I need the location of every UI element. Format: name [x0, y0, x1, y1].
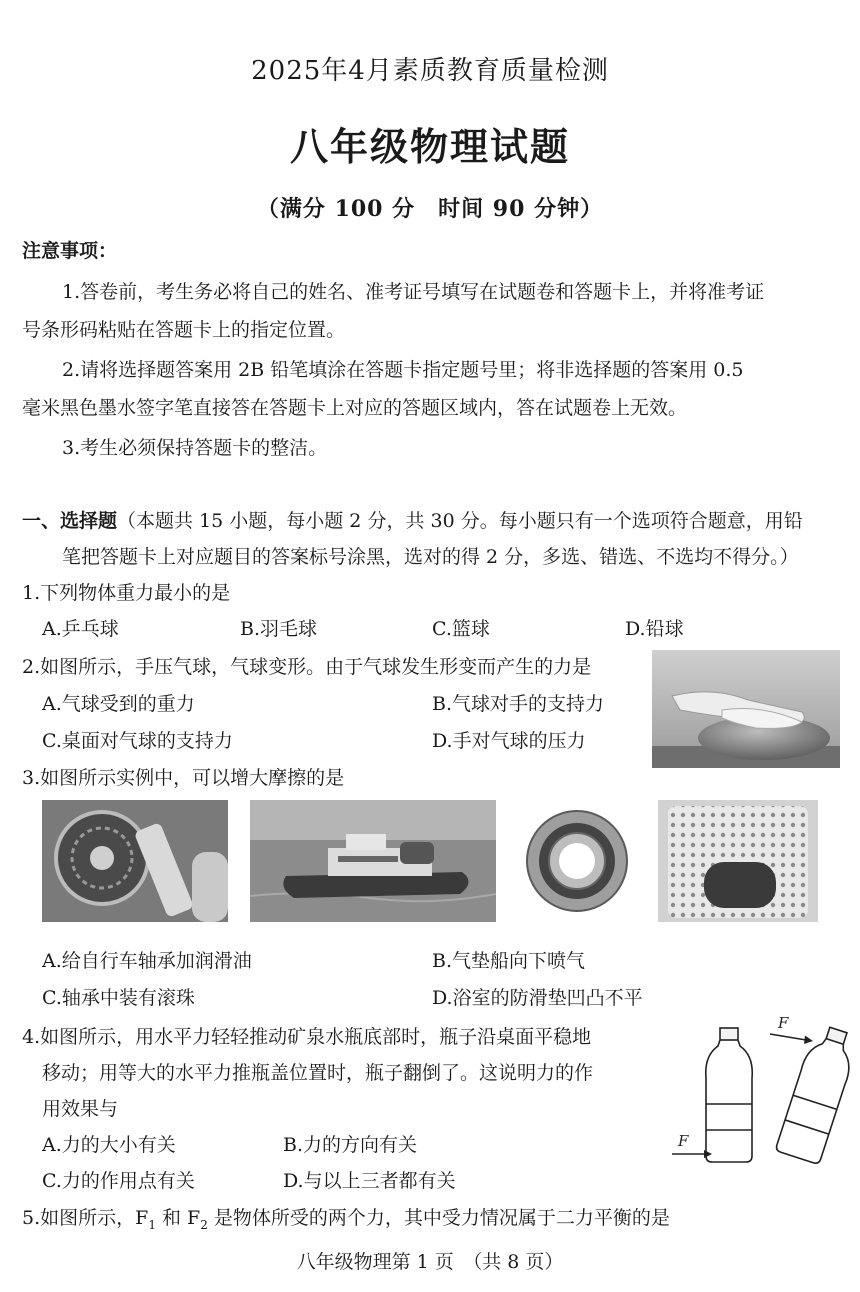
q5-stem-part: 是物体所受的两个力，其中受力情况属于二力平衡的是 [207, 1207, 670, 1229]
q2-option-c: C.桌面对气球的支持力 [42, 730, 233, 752]
q4-option-a: A.力的大小有关 [42, 1134, 176, 1156]
q1-option-c: C.篮球 [432, 618, 490, 640]
q1-option-d: D.铅球 [625, 618, 684, 640]
question-2-stem: 2.如图所示，手压气球，气球变形。由于气球发生形变而产生的力是 [22, 656, 592, 678]
exam-info: （满分 100 分 时间 90 分钟） [256, 196, 604, 222]
q3-option-c: C.轴承中装有滚珠 [42, 987, 195, 1009]
bicycle-oiling-photo [42, 800, 228, 922]
q5-stem-part: 和 F [155, 1207, 201, 1229]
hovercraft-photo [250, 800, 496, 922]
anti-slip-mat-photo [658, 800, 818, 922]
q1-option-a: A.乒乓球 [42, 618, 119, 640]
section-title: 一、选择题 [22, 510, 118, 532]
question-4-stem-cont: 用效果与 [42, 1098, 119, 1120]
q5-sub-2: 2 [200, 1217, 208, 1232]
q5-stem-part: 5.如图所示，F [22, 1207, 149, 1229]
force-label-top: F [778, 1014, 789, 1032]
question-4-stem: 4.如图所示，用水平力轻轻推动矿泉水瓶底部时，瓶子沿桌面平稳地 [22, 1026, 592, 1048]
subject-title: 八年级物理试题 [289, 124, 570, 169]
question-1-stem: 1.下列物体重力最小的是 [22, 582, 231, 604]
hand-pressing-balloon-photo [652, 650, 840, 768]
q2-option-d: D.手对气球的压力 [432, 730, 586, 752]
notice-line: 2.请将选择题答案用 2B 铅笔填涂在答题卡指定题号里；将非选择题的答案用 0.5 [62, 359, 744, 381]
q4-option-c: C.力的作用点有关 [42, 1170, 195, 1192]
section-desc: （本题共 15 小题，每小题 2 分，共 30 分。每小题只有一个选项符合题意，用铅 [117, 510, 803, 532]
section-desc-cont: 笔把答题卡上对应题目的答案标号涂黑，选对的得 2 分，多选、错选、不选均不得分。） [62, 546, 799, 568]
notice-line: 号条形码粘贴在答题卡上的指定位置。 [22, 319, 346, 341]
q3-option-b: B.气垫船向下喷气 [432, 950, 586, 972]
notice-heading: 注意事项： [22, 240, 118, 262]
section-header [22, 506, 803, 533]
q3-option-d: D.浴室的防滑垫凹凸不平 [432, 987, 643, 1009]
upright-bottle-icon [706, 1028, 753, 1162]
q2-option-b: B.气球对手的支持力 [432, 693, 605, 715]
tilted-bottle-icon [775, 1023, 856, 1165]
q5-sub-1: 1 [148, 1217, 156, 1232]
q3-option-a: A.给自行车轴承加润滑油 [42, 950, 252, 972]
notice-line: 1.答卷前，考生务必将自己的姓名、准考证号填写在试题卷和答题卡上，并将准考证 [62, 281, 765, 303]
ball-bearing-photo [518, 800, 636, 922]
notice-line: 3.考生必须保持答题卡的整洁。 [62, 437, 328, 459]
q4-option-b: B.力的方向有关 [283, 1134, 418, 1156]
page-footer: 八年级物理第 1 页 （共 8 页） [296, 1251, 564, 1273]
q4-option-d: D.与以上三者都有关 [283, 1170, 456, 1192]
question-4-stem-cont: 移动；用等大的水平力推瓶盖位置时，瓶子翻倒了。这说明力的作 [42, 1062, 594, 1084]
force-label-bottom: F [678, 1132, 689, 1150]
question-5-stem [22, 1203, 670, 1232]
q1-option-b: B.羽毛球 [240, 618, 318, 640]
notice-line: 毫米黑色墨水签字笔直接答在答题卡上对应的答题区域内，答在试题卷上无效。 [22, 397, 688, 419]
exam-title: 2025年4月素质教育质量检测 [251, 56, 609, 86]
bottle-push-diagram [666, 1012, 856, 1174]
question-3-stem: 3.如图所示实例中，可以增大摩擦的是 [22, 767, 345, 789]
q2-option-a: A.气球受到的重力 [42, 693, 195, 715]
